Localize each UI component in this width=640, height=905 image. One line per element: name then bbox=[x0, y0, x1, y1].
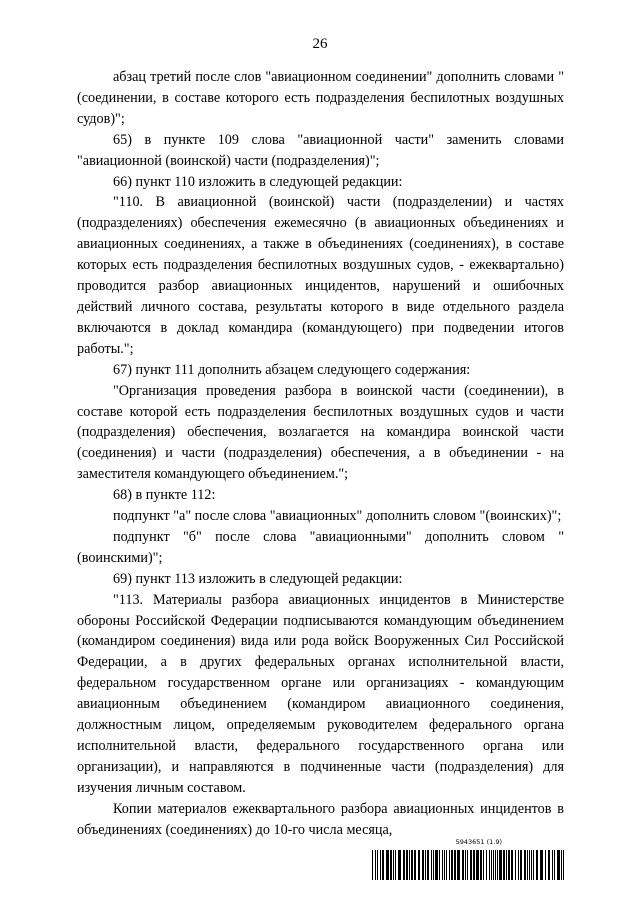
barcode-bar bbox=[377, 850, 378, 880]
barcode-bar bbox=[480, 850, 482, 880]
barcode-bar bbox=[433, 850, 434, 880]
barcode-bar bbox=[395, 850, 396, 880]
barcode-bar bbox=[398, 850, 401, 880]
barcode-bar bbox=[491, 850, 492, 880]
barcode-bar bbox=[552, 850, 553, 880]
paragraph: 65) в пункте 109 слова "авиационной части" заменить словами "авиационной (воинской) части (подразделения)"; bbox=[77, 131, 564, 169]
barcode-bar bbox=[467, 850, 468, 880]
barcode-bar bbox=[406, 850, 408, 880]
barcode-bar bbox=[454, 850, 456, 880]
barcode-bar bbox=[524, 850, 526, 880]
barcode-bar bbox=[557, 850, 560, 880]
barcode-bar bbox=[372, 850, 373, 880]
paragraph: "110. В авиационной (воинской) части (подразделении) и частях (подразделениях) обеспечения ежемесячно (в авиационных объединениях и авиационных соединениях, а также в объединениях (соединениях), в составе которых есть подразделения беспилотных воздушных судов, - ежеквартально) проводится разбор авиационных инцидентов, нарушений и ошибочных действий личного состава, результаты которого в виде отдельного раздела включаются в доклад командира (командующего) при подведении итогов работы."; bbox=[77, 194, 564, 357]
barcode-bar bbox=[486, 850, 487, 880]
barcode-bar bbox=[403, 850, 405, 880]
barcode-bar bbox=[473, 850, 475, 880]
barcode-bar bbox=[508, 850, 510, 880]
barcode-bar bbox=[497, 850, 498, 880]
barcode-bar bbox=[411, 850, 413, 880]
page-number: 26 bbox=[312, 36, 328, 52]
barcode-bar bbox=[527, 850, 528, 880]
barcode-bar bbox=[493, 850, 494, 880]
barcode-image bbox=[372, 850, 564, 880]
paragraph: 67) пункт 111 дополнить абзацем следующего содержания: bbox=[113, 361, 471, 378]
barcode-bar bbox=[462, 850, 464, 880]
barcode-bar bbox=[483, 850, 484, 880]
paragraph: абзац третий после слов "авиационном соединении" дополнить словами "(соединении, в составе которого есть подразделения беспилотных воздушных судов)"; bbox=[77, 69, 564, 127]
barcode-bar bbox=[531, 850, 532, 880]
barcode-bar bbox=[409, 850, 410, 880]
barcode-bar bbox=[518, 850, 519, 880]
barcode-bar bbox=[515, 850, 516, 880]
barcode-bar bbox=[390, 850, 392, 880]
barcode-bar bbox=[548, 850, 550, 880]
barcode-bar bbox=[511, 850, 513, 880]
barcode-bar bbox=[545, 850, 546, 880]
barcode-bar bbox=[540, 850, 543, 880]
barcode-bar bbox=[386, 850, 389, 880]
barcode-bar bbox=[503, 850, 505, 880]
barcode-bar bbox=[425, 850, 426, 880]
barcode-bar bbox=[495, 850, 496, 880]
barcode-bar bbox=[470, 850, 472, 880]
barcode-bar bbox=[380, 850, 381, 880]
barcode-bar bbox=[427, 850, 429, 880]
barcode-bar bbox=[563, 850, 564, 880]
barcode-bar bbox=[442, 850, 443, 880]
barcode-bar bbox=[533, 850, 534, 880]
barcode-bar bbox=[489, 850, 490, 880]
barcode-bar bbox=[476, 850, 479, 880]
barcode-bar bbox=[554, 850, 555, 880]
paragraph: "113. Материалы разбора авиационных инцидентов в Министерстве обороны Российской Федерации подписываются командующим объединением (командиром соединения) вида или рода войск Вооруженных Сил Российской Федерации, а в других федеральных органах исполнительной власти, федеральном государственном органе или организациях - командующим авиационным объединением (командиром авиационного соединения, должностным лицом, определяемым руководителем федерального органа исполнительной власти, федерального государственного органа или организации), и направляются в подчиненные части (подразделения) для изучения личным составом. bbox=[77, 591, 564, 796]
paragraph: подпункт "б" после слова "авиационными" дополнить словом "(воинскими)"; bbox=[77, 528, 564, 566]
barcode-bar bbox=[536, 850, 538, 880]
barcode-bar bbox=[506, 850, 507, 880]
barcode-bar bbox=[457, 850, 460, 880]
barcode-bar bbox=[451, 850, 453, 880]
barcode-bar bbox=[529, 850, 530, 880]
barcode-bar bbox=[382, 850, 384, 880]
barcode-bar bbox=[422, 850, 424, 880]
barcode-code-text: 5943651 (1.9) bbox=[455, 838, 502, 846]
barcode-bar bbox=[435, 850, 438, 880]
paragraph: "Организация проведения разбора в воинской части (соединении), в составе которой есть подразделения беспилотных воздушных судов и части (подразделения) обеспечения, возлагается на командира воинской части (соединения) и части (подразделения) обеспечения, а в объединении - на заместителя командующего объединением."; bbox=[77, 382, 564, 483]
paragraph: подпункт "а" после слова "авиационных" дополнить словом "(воинских)"; bbox=[113, 508, 562, 525]
paragraph: 68) в пункте 112: bbox=[113, 487, 216, 504]
barcode-bar bbox=[561, 850, 562, 880]
paragraph: 66) пункт 110 изложить в следующей редакции: bbox=[113, 173, 403, 190]
barcode-bar bbox=[446, 850, 447, 880]
barcode-bar bbox=[499, 850, 502, 880]
barcode-bar bbox=[449, 850, 450, 880]
barcode-bar bbox=[375, 850, 376, 880]
barcode-bar bbox=[520, 850, 522, 880]
barcode-bar bbox=[393, 850, 394, 880]
barcode-bar bbox=[414, 850, 416, 880]
document-body bbox=[77, 67, 564, 841]
barcode-bar bbox=[439, 850, 440, 880]
paragraph: 69) пункт 113 изложить в следующей редакции: bbox=[113, 570, 403, 587]
barcode-bar bbox=[431, 850, 432, 880]
barcode-bar bbox=[444, 850, 445, 880]
document-barcode-block bbox=[372, 838, 564, 888]
barcode-bar bbox=[465, 850, 466, 880]
barcode-bar bbox=[418, 850, 420, 880]
paragraph: Копии материалов ежеквартального разбора авиационных инцидентов в объединениях (соединениях) до 10-го числа месяца, bbox=[77, 800, 564, 838]
